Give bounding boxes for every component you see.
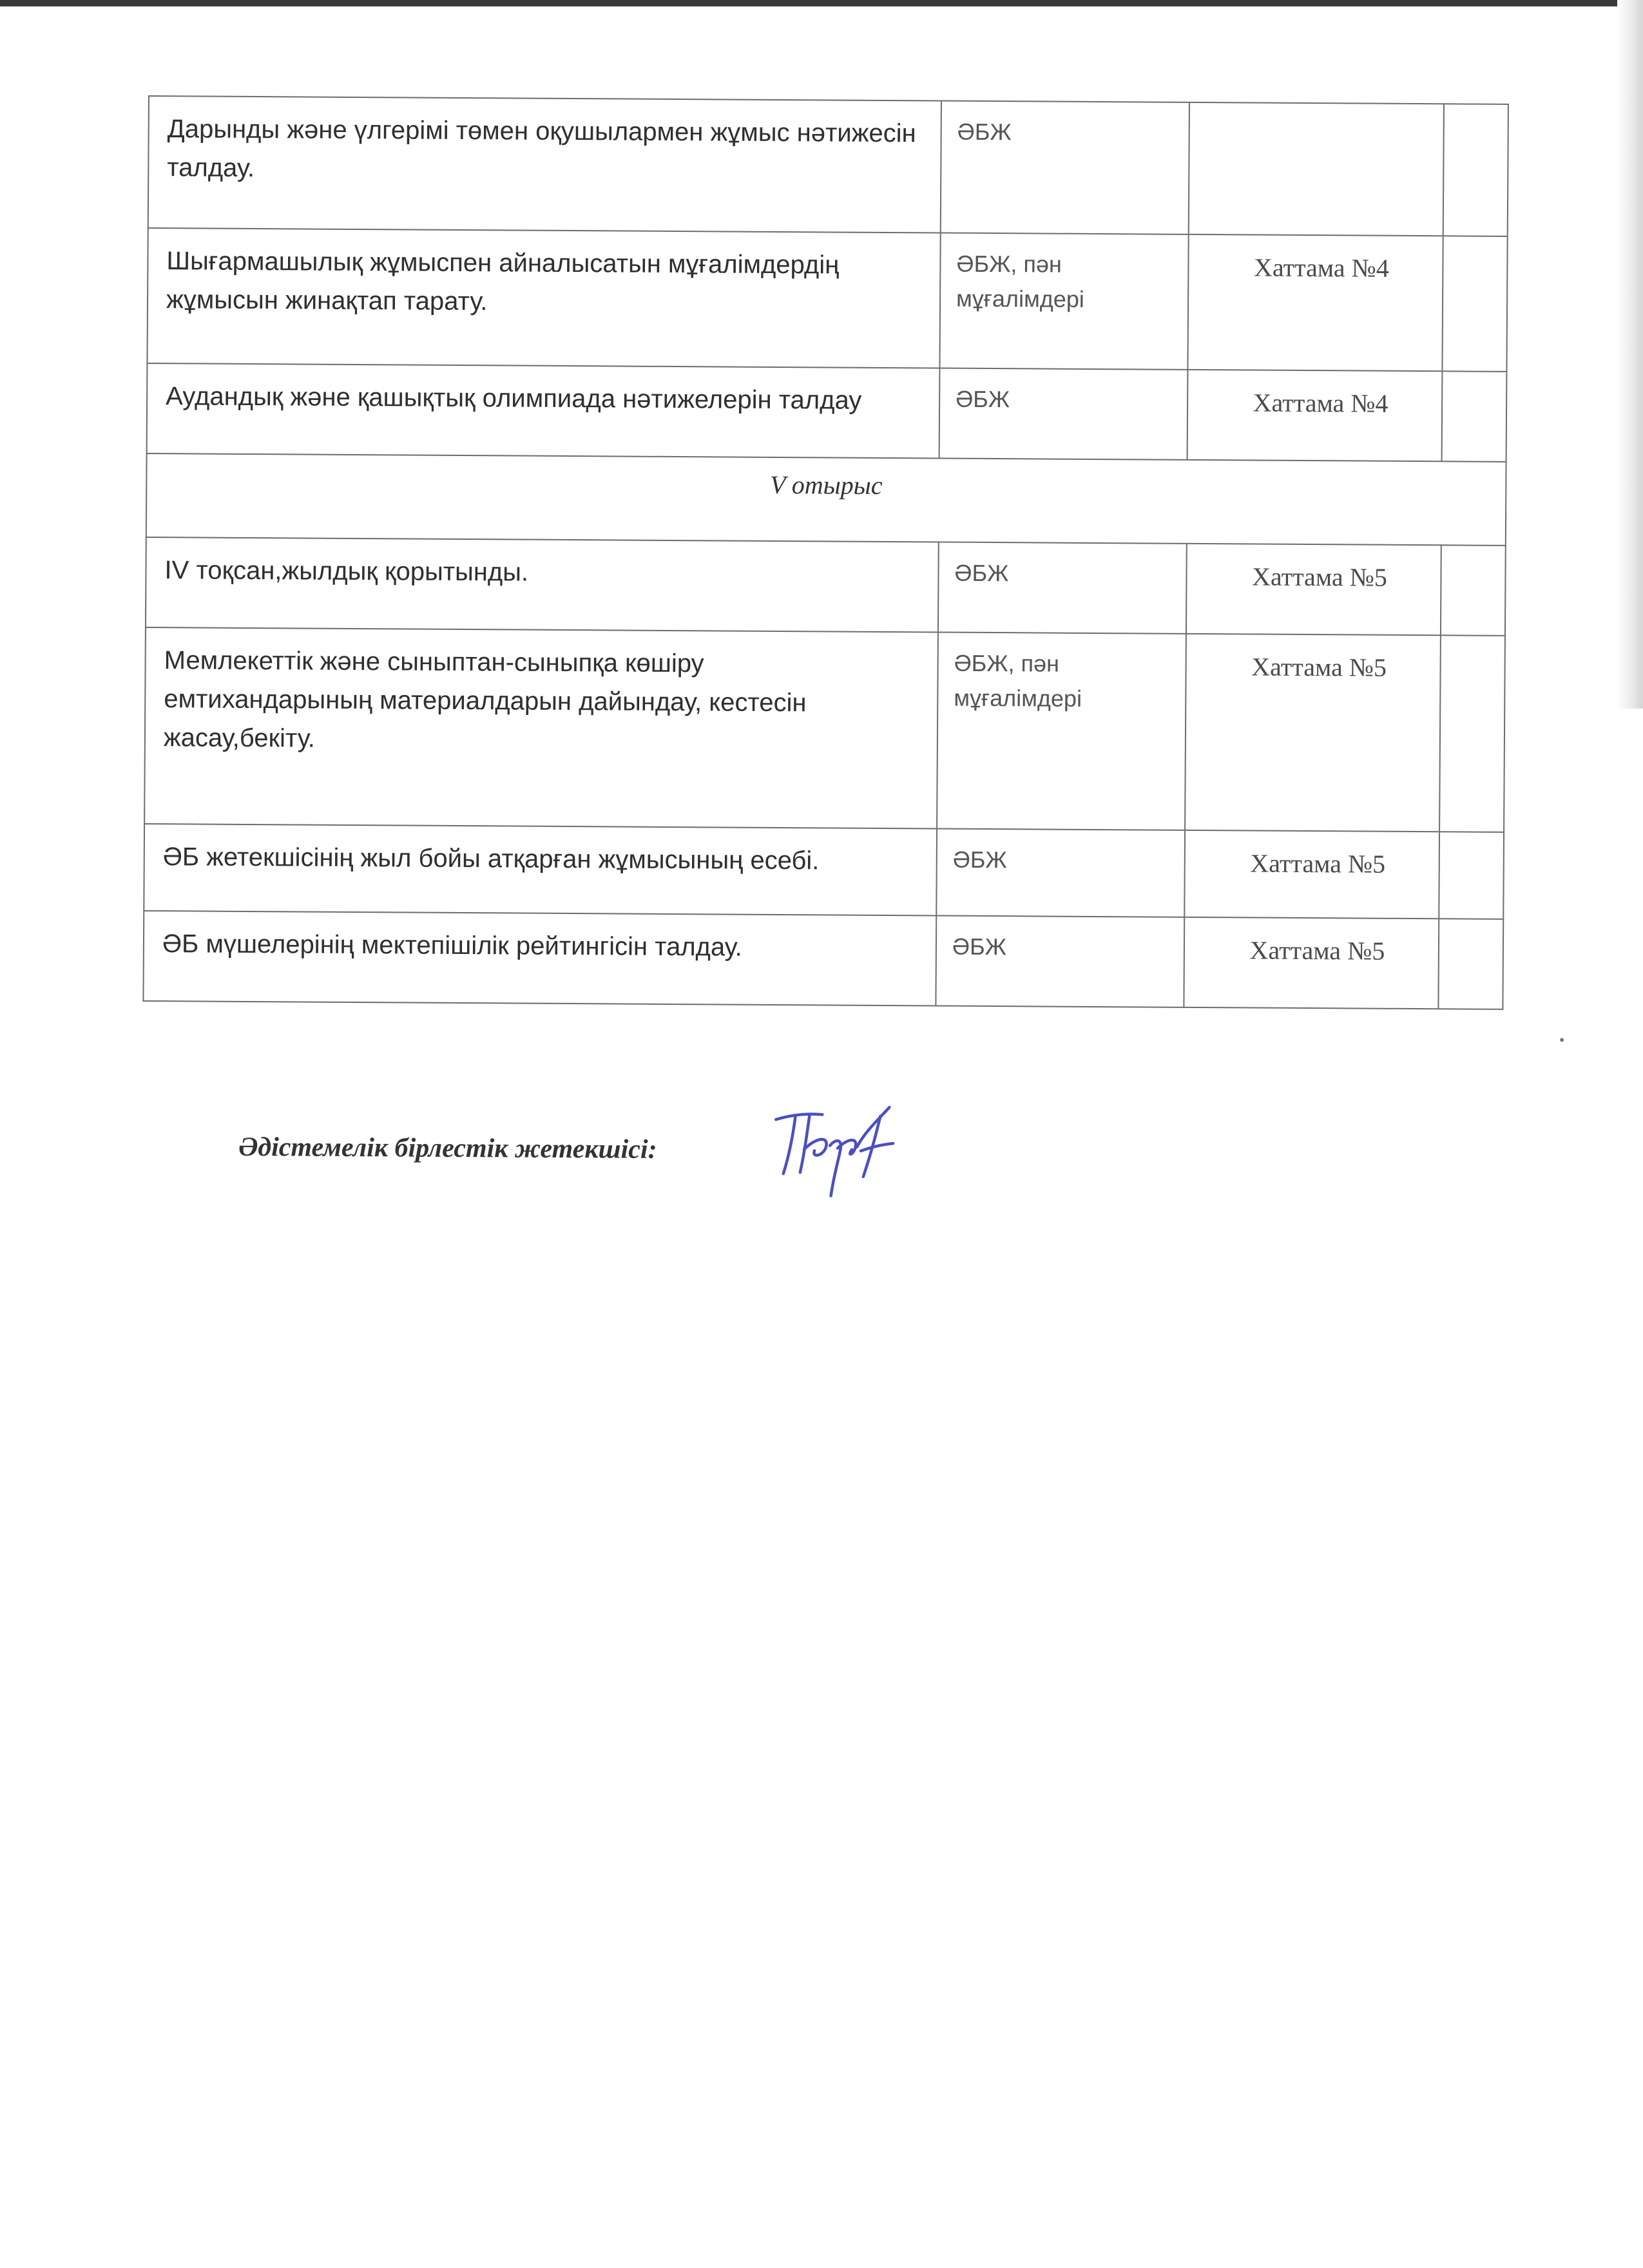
extra-cell: [1442, 371, 1507, 462]
extra-cell: [1443, 104, 1508, 236]
section-row: [146, 453, 1506, 546]
note-cell: Хаттама №4: [1187, 370, 1443, 461]
table-row: [147, 228, 1507, 372]
extra-cell: [1441, 545, 1506, 636]
note-cell: [1189, 102, 1444, 236]
note-cell: Хаттама №5: [1186, 544, 1441, 635]
work-plan-table: [142, 95, 1509, 1010]
note-cell: Хаттама №5: [1184, 830, 1439, 919]
task-cell: ӘБ мүшелерінің мектепішілік рейтингісін талдау.: [143, 911, 936, 1006]
table-row: [143, 911, 1503, 1009]
task-cell: Дарынды және үлгерімі төмен оқушылармен жұмыс нәтижесін талдау.: [148, 96, 941, 233]
note-cell: Хаттама №5: [1185, 634, 1441, 832]
note-cell: Хаттама №4: [1187, 234, 1443, 371]
task-cell: IV тоқсан,жылдық қорытынды.: [146, 537, 939, 633]
responsible-cell: ӘБЖ: [936, 915, 1184, 1007]
task-cell: Аудандық және қашықтық олимпиада нәтижелерін талдау: [147, 363, 940, 459]
extra-cell: [1439, 635, 1505, 832]
responsible-cell: ӘБЖ, пән мұғалімдері: [937, 633, 1186, 830]
scan-speck: [1560, 1038, 1564, 1042]
extra-cell: [1439, 832, 1504, 919]
table-row: [146, 537, 1506, 636]
extra-cell: [1442, 236, 1507, 372]
note-cell: Хаттама №5: [1184, 917, 1439, 1009]
extra-cell: [1438, 919, 1503, 1009]
task-cell: Мемлекеттік және сыныптан-сыныпқа көшіру емтихандарының материалдарын дайындау, кестесін жасау,бекіту.: [144, 627, 938, 829]
signature-image: [767, 1092, 903, 1203]
table-row: [144, 627, 1505, 832]
responsible-cell: ӘБЖ: [936, 828, 1185, 917]
responsible-cell: ӘБЖ: [938, 542, 1187, 634]
responsible-cell: ӘБЖ: [939, 368, 1188, 460]
task-cell: ӘБ жетекшісінің жыл бойы атқарған жұмысының есебі.: [144, 824, 937, 916]
methodical-association-head-label: Әдістемелік бірлестік жетекшісі:: [238, 1132, 657, 1165]
table-row: [148, 96, 1508, 236]
responsible-cell: ӘБЖ: [941, 101, 1189, 234]
section-title: V отырыс: [146, 453, 1506, 546]
table-row: [147, 363, 1507, 462]
task-cell: Шығармашылық жұмыспен айналысатын мұғалімдердің жұмысын жинақтап тарату.: [147, 228, 940, 368]
table-row: [144, 824, 1504, 919]
responsible-cell: ӘБЖ, пән мұғалімдері: [939, 233, 1188, 370]
